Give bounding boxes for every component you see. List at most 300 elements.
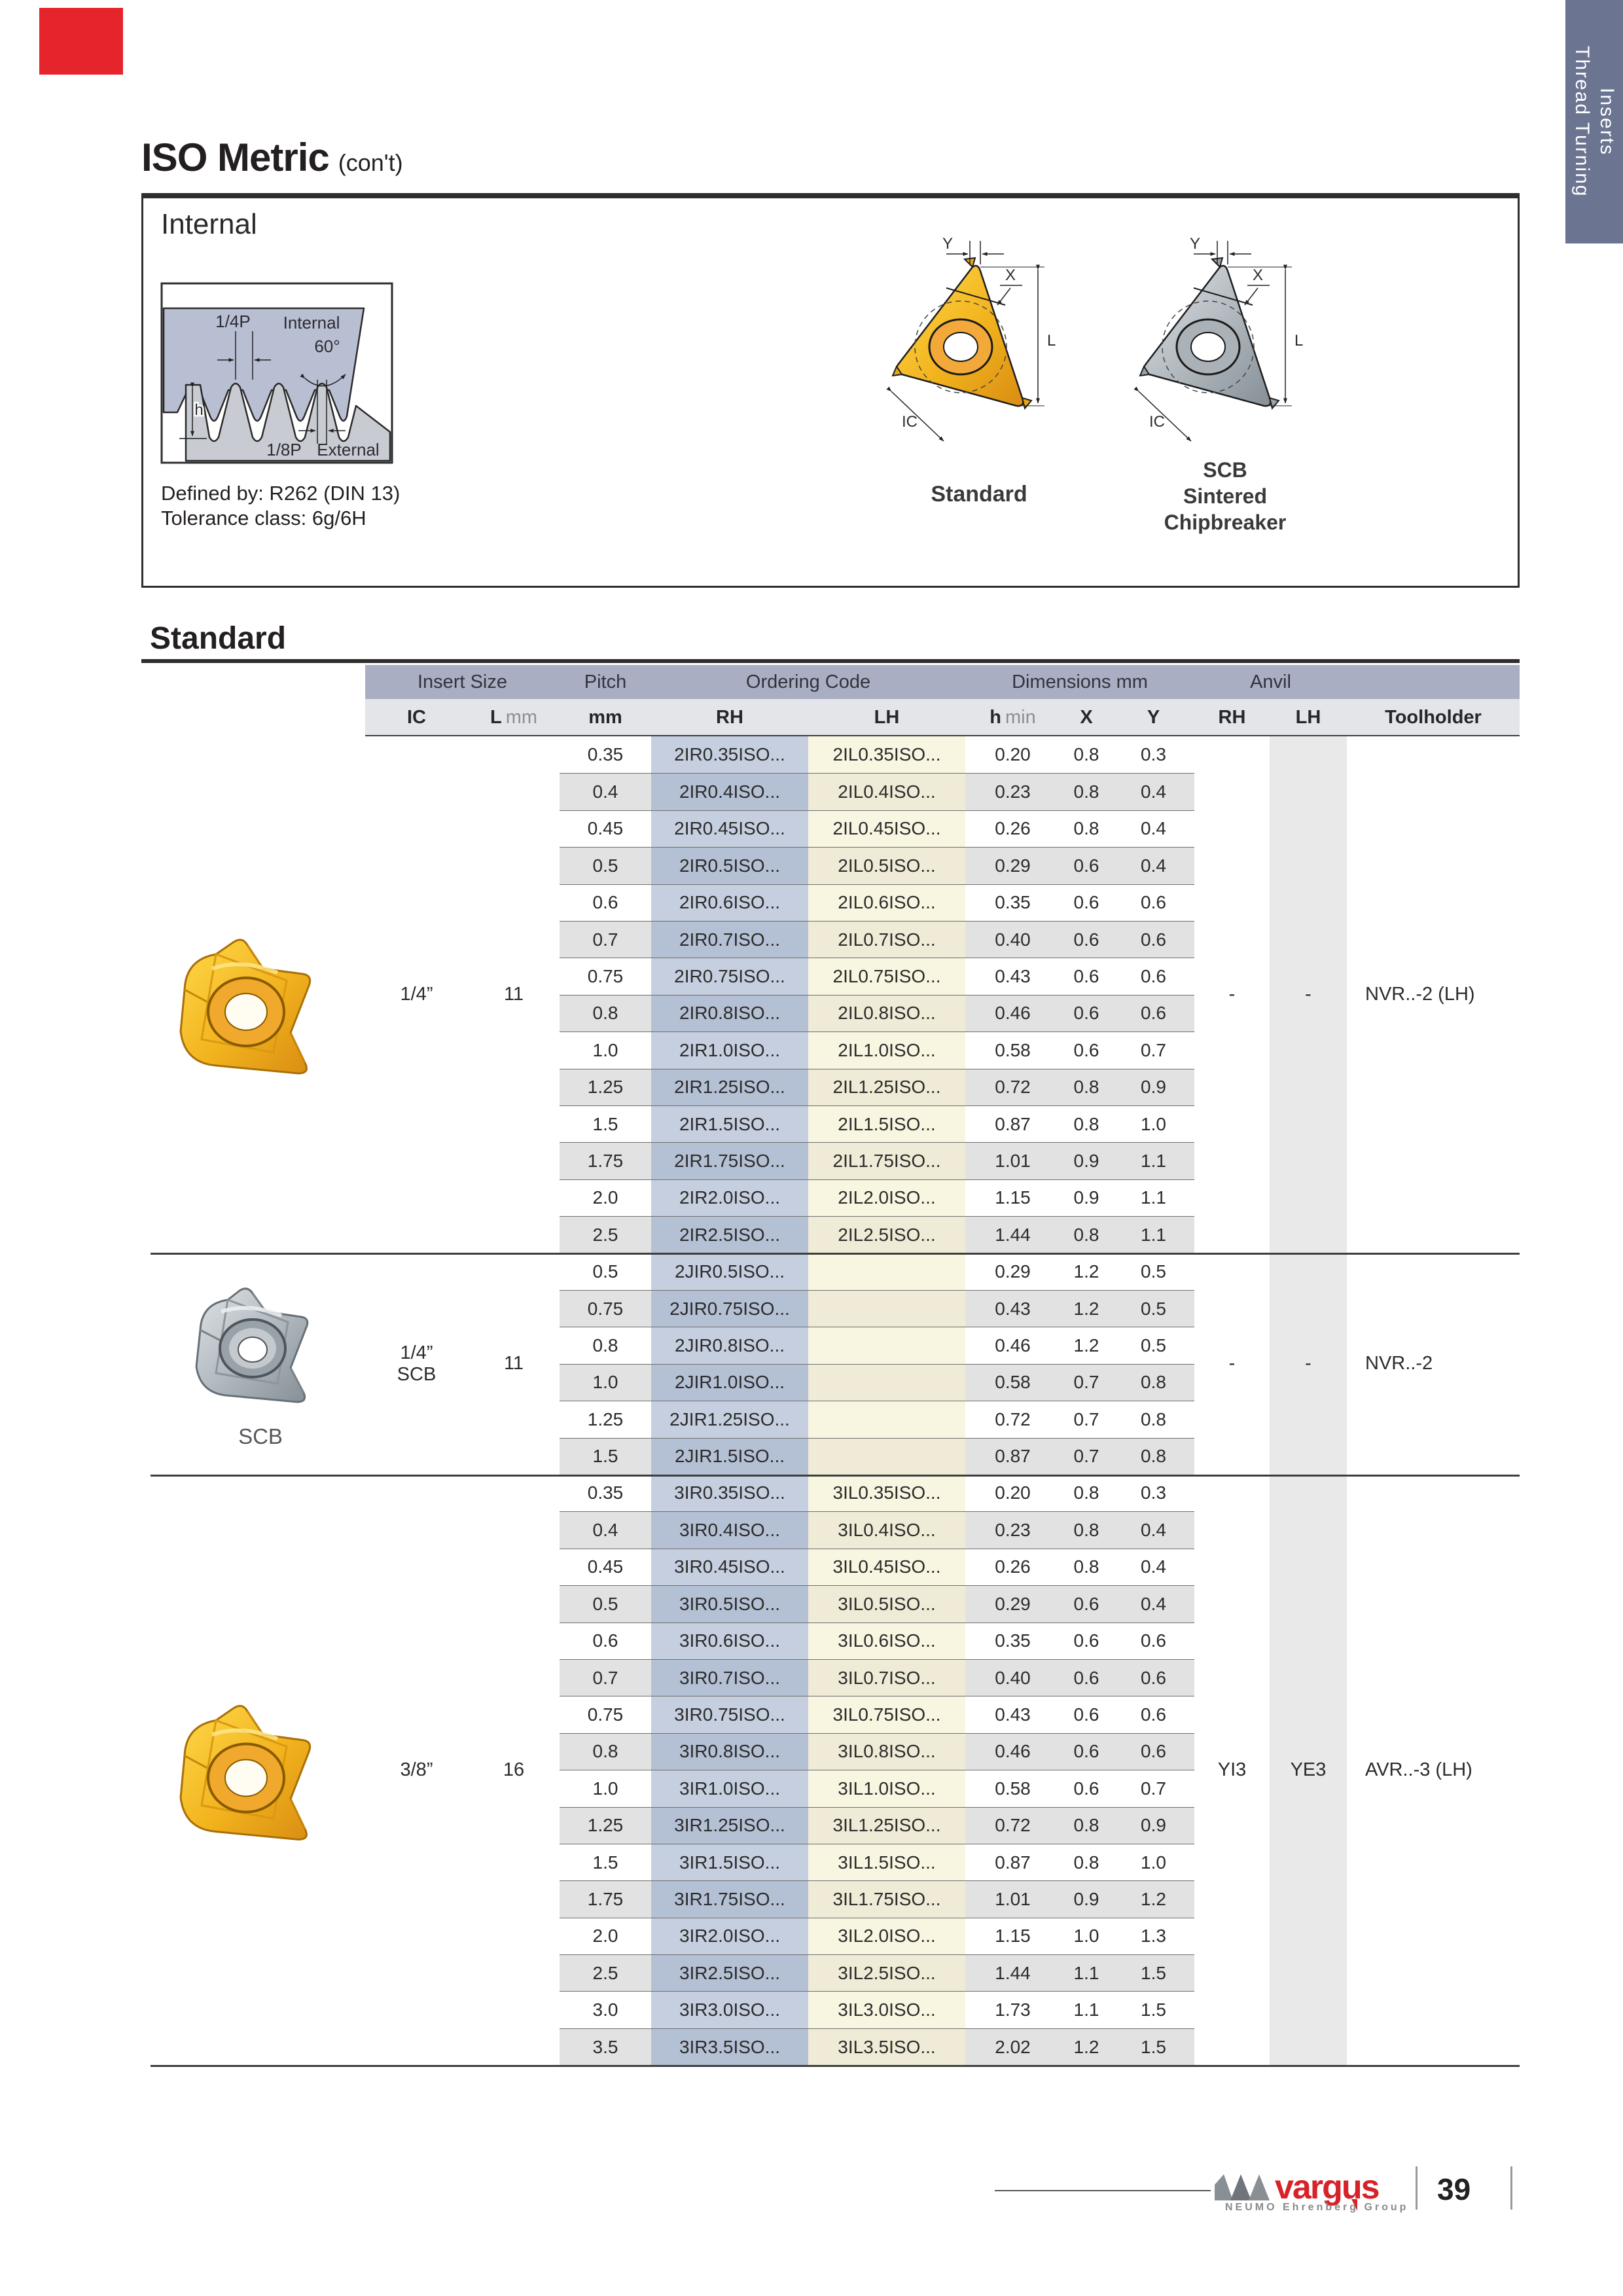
y-cell: 0.6	[1113, 958, 1194, 994]
x-cell: 1.2	[1060, 1253, 1113, 1290]
anvil-rh-cell: -	[1228, 1353, 1236, 1374]
dim-label-ic: IC	[1149, 413, 1165, 431]
scb-caption-line2: Sintered	[1183, 484, 1268, 508]
h-min-cell: 0.26	[965, 811, 1060, 847]
y-cell: 1.5	[1113, 2029, 1194, 2065]
toolholder-cell: NVR..-2	[1365, 1353, 1433, 1374]
header-anvil-lh: LH	[1295, 706, 1321, 728]
side-tab-thread-turning-inserts[interactable]	[1565, 0, 1623, 243]
y-cell: 0.5	[1113, 1253, 1194, 1290]
table-row	[560, 1142, 1194, 1179]
x-cell: 1.1	[1060, 1955, 1113, 1991]
table-row	[560, 1105, 1194, 1142]
ordering-code-lh-cell: 3IL1.75ISO...	[808, 1881, 965, 1917]
x-cell: 0.6	[1060, 848, 1113, 884]
y-cell: 0.7	[1113, 1032, 1194, 1068]
table-row	[560, 958, 1194, 994]
page-title-suffix: (con't)	[338, 149, 403, 176]
x-cell: 0.6	[1060, 958, 1113, 994]
pitch-cell: 1.25	[560, 1401, 651, 1437]
section-heading: Standard	[150, 621, 287, 656]
header-anvil-rh: RH	[1218, 706, 1246, 728]
pitch-cell: 1.0	[560, 1365, 651, 1401]
x-cell: 0.8	[1060, 1512, 1113, 1548]
ordering-code-lh-cell: 3IL1.5ISO...	[808, 1844, 965, 1880]
table-row	[560, 1438, 1194, 1475]
dim-label-y: Y	[1189, 236, 1201, 253]
h-min-cell: 0.35	[965, 885, 1060, 921]
pitch-cell: 0.45	[560, 1549, 651, 1585]
y-cell: 0.6	[1113, 996, 1194, 1031]
table-row	[560, 1549, 1194, 1585]
anvil-rh-cell: -	[1228, 984, 1236, 1005]
x-cell: 0.9	[1060, 1143, 1113, 1179]
h-min-cell: 1.01	[965, 1881, 1060, 1917]
anvil-lh-cell: YE3	[1270, 1475, 1347, 2065]
pitch-cell: 0.6	[560, 885, 651, 921]
ordering-code-lh-cell: 2IL0.7ISO...	[808, 922, 965, 958]
pitch-cell: 1.75	[560, 1881, 651, 1917]
ordering-code-lh-cell: 2IL1.0ISO...	[808, 1032, 965, 1068]
x-cell: 0.8	[1060, 1106, 1113, 1142]
ordering-code-lh-cell: 2IL0.5ISO...	[808, 848, 965, 884]
x-cell: 0.6	[1060, 1623, 1113, 1659]
h-min-cell: 1.44	[965, 1217, 1060, 1253]
ordering-code-rh-cell: 3IR1.25ISO...	[651, 1808, 808, 1844]
table-row	[560, 1327, 1194, 1363]
h-min-cell: 0.43	[965, 1696, 1060, 1732]
ordering-code-lh-cell: 3IL0.6ISO...	[808, 1623, 965, 1659]
ordering-code-lh-cell: 3IL2.5ISO...	[808, 1955, 965, 1991]
ordering-code-rh-cell: 2IR0.5ISO...	[651, 848, 808, 884]
x-cell: 1.2	[1060, 2029, 1113, 2065]
y-cell: 0.9	[1113, 1808, 1194, 1844]
tolerance-text: Tolerance class: 6g/6H	[161, 507, 366, 529]
scb-photo-label: SCB	[238, 1424, 283, 1448]
table-row	[560, 1623, 1194, 1659]
label-internal: Internal	[283, 313, 340, 332]
pitch-cell: 0.8	[560, 1327, 651, 1363]
y-cell: 1.2	[1113, 1881, 1194, 1917]
defined-by-text: Defined by: R262 (DIN 13)	[161, 482, 401, 505]
y-cell: 0.6	[1113, 1623, 1194, 1659]
ordering-code-lh-cell: 2IL1.5ISO...	[808, 1106, 965, 1142]
pitch-cell: 3.0	[560, 1992, 651, 2028]
y-cell: 0.3	[1113, 1475, 1194, 1511]
h-min-cell: 0.35	[965, 1623, 1060, 1659]
header-rh: RH	[716, 706, 743, 728]
dim-label-l: L	[1294, 332, 1304, 350]
pitch-cell: 1.5	[560, 1439, 651, 1475]
gold-insert-photo-2	[156, 1699, 352, 1856]
ordering-code-lh-cell: 2IL0.35ISO...	[808, 736, 965, 773]
pitch-cell: 2.5	[560, 1217, 651, 1253]
pitch-cell: 0.5	[560, 1586, 651, 1622]
ordering-code-rh-cell: 3IR3.0ISO...	[651, 1992, 808, 2028]
header-lh: LH	[874, 706, 900, 728]
y-cell: 0.4	[1113, 774, 1194, 810]
x-cell: 0.7	[1060, 1365, 1113, 1401]
y-cell: 0.8	[1113, 1365, 1194, 1401]
x-cell: 1.2	[1060, 1291, 1113, 1327]
dim-label-l: L	[1047, 332, 1056, 350]
ordering-code-rh-cell: 2IR0.45ISO...	[651, 811, 808, 847]
dim-label-y: Y	[942, 236, 954, 253]
x-cell: 0.7	[1060, 1439, 1113, 1475]
table-row	[560, 1844, 1194, 1880]
h-min-cell: 0.72	[965, 1808, 1060, 1844]
table-row	[560, 810, 1194, 847]
x-cell: 0.8	[1060, 736, 1113, 773]
header-x: X	[1080, 706, 1093, 728]
ordering-code-lh-cell	[808, 1327, 965, 1363]
y-cell: 0.4	[1113, 1512, 1194, 1548]
table-row	[560, 1069, 1194, 1105]
vargus-logo-subtext: NEUMO Ehrenberg Group	[1225, 2202, 1409, 2213]
page-number: 39	[1437, 2172, 1471, 2206]
footer-divider-2	[1510, 2166, 1512, 2210]
pitch-cell: 0.35	[560, 736, 651, 773]
ordering-code-rh-cell: 3IR0.4ISO...	[651, 1512, 808, 1548]
h-min-cell: 0.29	[965, 1586, 1060, 1622]
h-min-cell: 0.87	[965, 1439, 1060, 1475]
h-min-cell: 1.15	[965, 1918, 1060, 1954]
h-min-cell: 0.43	[965, 1291, 1060, 1327]
ordering-code-rh-cell: 3IR0.8ISO...	[651, 1734, 808, 1770]
ordering-code-lh-cell	[808, 1439, 965, 1475]
label-h: h	[194, 401, 204, 419]
header-y: Y	[1147, 706, 1160, 728]
table-row	[560, 1401, 1194, 1437]
x-cell: 1.2	[1060, 1327, 1113, 1363]
header-insert-size: Insert Size	[418, 671, 507, 692]
table-body	[365, 736, 1520, 2065]
h-min-cell: 0.43	[965, 958, 1060, 994]
x-cell: 0.8	[1060, 1069, 1113, 1105]
header-ordering-code: Ordering Code	[745, 671, 871, 692]
vargus-mountains-icon	[1213, 2172, 1279, 2202]
table-row	[560, 1918, 1194, 1954]
header-ic: IC	[407, 706, 426, 728]
h-min-cell: 0.40	[965, 1660, 1060, 1696]
h-min-cell: 0.20	[965, 1475, 1060, 1511]
ordering-code-rh-cell: 3IR0.7ISO...	[651, 1660, 808, 1696]
y-cell: 0.6	[1113, 885, 1194, 921]
table-row	[560, 1511, 1194, 1548]
label-external: External	[317, 440, 380, 459]
x-cell: 1.0	[1060, 1918, 1113, 1954]
side-tab-line2: Inserts	[1596, 87, 1618, 156]
ordering-code-lh-cell: 3IL0.45ISO...	[808, 1549, 965, 1585]
x-cell: 0.8	[1060, 811, 1113, 847]
y-cell: 0.4	[1113, 1549, 1194, 1585]
anvil-lh-cell: -	[1270, 736, 1347, 1253]
table-row	[560, 1770, 1194, 1806]
ordering-code-lh-cell: 2IL0.75ISO...	[808, 958, 965, 994]
pitch-cell: 2.0	[560, 1918, 651, 1954]
scb-insert-photo	[175, 1284, 342, 1418]
label-quarter-p: 1/4P	[215, 312, 251, 331]
ordering-code-lh-cell: 2IL1.75ISO...	[808, 1143, 965, 1179]
dim-label-x: X	[1005, 266, 1016, 284]
ordering-code-rh-cell: 3IR0.45ISO...	[651, 1549, 808, 1585]
pitch-cell: 0.8	[560, 1734, 651, 1770]
ordering-code-lh-cell: 2IL2.5ISO...	[808, 1217, 965, 1253]
table-top-line	[365, 735, 1520, 736]
table-row	[560, 921, 1194, 958]
h-min-cell: 0.23	[965, 774, 1060, 810]
table-row	[560, 995, 1194, 1031]
h-min-cell: 0.58	[965, 1365, 1060, 1401]
insert-size-ic-cell: 1/4” SCB	[397, 1342, 437, 1385]
toolholder-cell: AVR..-3 (LH)	[1365, 1759, 1472, 1780]
dim-label-x: X	[1252, 266, 1264, 284]
x-cell: 0.6	[1060, 1696, 1113, 1732]
x-cell: 0.6	[1060, 885, 1113, 921]
ordering-code-rh-cell: 2IR1.25ISO...	[651, 1069, 808, 1105]
y-cell: 0.6	[1113, 1660, 1194, 1696]
x-cell: 0.9	[1060, 1180, 1113, 1216]
header-h-min: h min	[990, 706, 1036, 728]
ordering-code-rh-cell: 2IR1.5ISO...	[651, 1106, 808, 1142]
y-cell: 1.1	[1113, 1143, 1194, 1179]
header-anvil: Anvil	[1250, 671, 1291, 692]
x-cell: 0.6	[1060, 1032, 1113, 1068]
x-cell: 0.6	[1060, 1734, 1113, 1770]
table-row	[560, 1659, 1194, 1696]
pitch-cell: 1.0	[560, 1770, 651, 1806]
page-title	[141, 135, 403, 180]
pitch-cell: 3.5	[560, 2029, 651, 2065]
ordering-code-rh-cell: 2IR1.75ISO...	[651, 1143, 808, 1179]
y-cell: 0.8	[1113, 1439, 1194, 1475]
y-cell: 1.1	[1113, 1217, 1194, 1253]
y-cell: 1.0	[1113, 1106, 1194, 1142]
x-cell: 0.6	[1060, 996, 1113, 1031]
pitch-cell: 0.5	[560, 848, 651, 884]
y-cell: 0.3	[1113, 736, 1194, 773]
ordering-code-lh-cell: 3IL0.5ISO...	[808, 1586, 965, 1622]
ordering-code-lh-cell: 3IL1.0ISO...	[808, 1770, 965, 1806]
ordering-code-rh-cell: 3IR0.5ISO...	[651, 1586, 808, 1622]
header-pitch: Pitch	[584, 671, 627, 692]
y-cell: 0.9	[1113, 1069, 1194, 1105]
h-min-cell: 0.29	[965, 848, 1060, 884]
pitch-rows	[560, 1475, 1194, 2065]
pitch-cell: 0.5	[560, 1253, 651, 1290]
ordering-code-lh-cell: 2IL0.6ISO...	[808, 885, 965, 921]
y-cell: 1.5	[1113, 1955, 1194, 1991]
table-row	[560, 1179, 1194, 1216]
table-row	[560, 1733, 1194, 1770]
x-cell: 0.7	[1060, 1401, 1113, 1437]
y-cell: 0.6	[1113, 1734, 1194, 1770]
pitch-rows	[560, 736, 1194, 1253]
label-eighth-p: 1/8P	[266, 440, 302, 459]
ordering-code-lh-cell: 3IL0.75ISO...	[808, 1696, 965, 1732]
y-cell: 0.5	[1113, 1291, 1194, 1327]
ordering-code-rh-cell: 2IR0.6ISO...	[651, 885, 808, 921]
ordering-code-lh-cell: 3IL3.0ISO...	[808, 1992, 965, 2028]
table-row	[560, 1585, 1194, 1622]
ordering-code-rh-cell: 3IR1.0ISO...	[651, 1770, 808, 1806]
table-row	[560, 1031, 1194, 1068]
y-cell: 0.6	[1113, 1696, 1194, 1732]
ordering-code-lh-cell: 2IL2.0ISO...	[808, 1180, 965, 1216]
table-row	[560, 1991, 1194, 2028]
ordering-code-rh-cell: 2JIR1.5ISO...	[651, 1439, 808, 1475]
ordering-code-rh-cell: 3IR2.0ISO...	[651, 1918, 808, 1954]
table-row	[560, 736, 1194, 773]
pitch-cell: 0.7	[560, 1660, 651, 1696]
h-min-cell: 0.23	[965, 1512, 1060, 1548]
x-cell: 0.6	[1060, 1586, 1113, 1622]
h-min-cell: 0.46	[965, 996, 1060, 1031]
gold-insert-photo-1	[156, 935, 352, 1088]
scb-caption-line1: SCB	[1203, 458, 1247, 482]
ordering-code-rh-cell: 3IR2.5ISO...	[651, 1955, 808, 1991]
table-header-columns	[365, 699, 1520, 736]
ordering-code-lh-cell: 3IL1.25ISO...	[808, 1808, 965, 1844]
ordering-code-lh-cell: 3IL3.5ISO...	[808, 2029, 965, 2065]
ordering-code-rh-cell: 3IR1.75ISO...	[651, 1881, 808, 1917]
x-cell: 0.6	[1060, 1770, 1113, 1806]
table-row	[560, 1880, 1194, 1917]
ordering-code-rh-cell: 3IR0.75ISO...	[651, 1696, 808, 1732]
scb-caption	[1127, 457, 1323, 535]
pitch-cell: 0.4	[560, 774, 651, 810]
x-cell: 0.8	[1060, 1475, 1113, 1511]
h-min-cell: 0.26	[965, 1549, 1060, 1585]
ordering-code-lh-cell	[808, 1291, 965, 1327]
ordering-code-rh-cell: 2JIR1.25ISO...	[651, 1401, 808, 1437]
y-cell: 0.4	[1113, 1586, 1194, 1622]
ordering-code-rh-cell: 3IR0.6ISO...	[651, 1623, 808, 1659]
h-min-cell: 0.72	[965, 1401, 1060, 1437]
ordering-code-rh-cell: 2JIR0.8ISO...	[651, 1327, 808, 1363]
ordering-code-lh-cell: 3IL2.0ISO...	[808, 1918, 965, 1954]
x-cell: 0.9	[1060, 1881, 1113, 1917]
ordering-code-rh-cell: 2IR2.5ISO...	[651, 1217, 808, 1253]
x-cell: 0.8	[1060, 1549, 1113, 1585]
ordering-code-rh-cell: 2IR0.8ISO...	[651, 996, 808, 1031]
pitch-cell: 1.25	[560, 1808, 651, 1844]
label-angle: 60°	[314, 336, 340, 356]
insert-size-ic-cell: 3/8”	[400, 1759, 433, 1780]
ordering-code-rh-cell: 2IR2.0ISO...	[651, 1180, 808, 1216]
ordering-code-lh-cell: 3IL0.4ISO...	[808, 1512, 965, 1548]
pitch-cell: 2.0	[560, 1180, 651, 1216]
pitch-cell: 0.4	[560, 1512, 651, 1548]
ordering-code-lh-cell: 2IL1.25ISO...	[808, 1069, 965, 1105]
h-min-cell: 1.01	[965, 1143, 1060, 1179]
table-row	[560, 1253, 1194, 1290]
pitch-cell: 0.75	[560, 1291, 651, 1327]
table-row	[560, 1364, 1194, 1401]
h-min-cell: 0.87	[965, 1844, 1060, 1880]
dim-label-ic: IC	[902, 413, 918, 431]
h-min-cell: 0.20	[965, 736, 1060, 773]
h-min-cell: 1.73	[965, 1992, 1060, 2028]
pitch-cell: 1.5	[560, 1844, 651, 1880]
ordering-code-rh-cell: 2JIR1.0ISO...	[651, 1365, 808, 1401]
table-group-2	[365, 1253, 1520, 1475]
pitch-cell: 2.5	[560, 1955, 651, 1991]
h-min-cell: 0.87	[965, 1106, 1060, 1142]
x-cell: 1.1	[1060, 1992, 1113, 2028]
h-min-cell: 0.40	[965, 922, 1060, 958]
section-rule	[141, 659, 1520, 663]
pitch-cell: 0.75	[560, 958, 651, 994]
y-cell: 1.0	[1113, 1844, 1194, 1880]
ordering-code-lh-cell: 3IL0.7ISO...	[808, 1660, 965, 1696]
header-toolholder: Toolholder	[1385, 706, 1482, 728]
pitch-cell: 0.6	[560, 1623, 651, 1659]
thread-profile-diagram	[160, 281, 394, 465]
header-l-mm: L mm	[490, 706, 538, 728]
h-min-cell: 1.44	[965, 1955, 1060, 1991]
toolholder-cell: NVR..-2 (LH)	[1365, 984, 1475, 1005]
standard-insert-drawing	[874, 236, 1071, 456]
ordering-code-rh-cell: 2JIR0.75ISO...	[651, 1291, 808, 1327]
scb-insert-drawing	[1122, 236, 1318, 456]
ordering-code-lh-cell: 3IL0.35ISO...	[808, 1475, 965, 1511]
ordering-code-rh-cell: 2JIR0.5ISO...	[651, 1253, 808, 1290]
table-header-groups	[365, 665, 1520, 699]
standard-caption: Standard	[931, 482, 1027, 507]
ordering-code-lh-cell	[808, 1365, 965, 1401]
ordering-code-lh-cell: 2IL0.45ISO...	[808, 811, 965, 847]
h-min-cell: 1.15	[965, 1180, 1060, 1216]
ordering-code-rh-cell: 2IR0.4ISO...	[651, 774, 808, 810]
ordering-code-rh-cell: 3IR3.5ISO...	[651, 2029, 808, 2065]
h-min-cell: 0.29	[965, 1253, 1060, 1290]
x-cell: 0.8	[1060, 1808, 1113, 1844]
insert-size-l-cell: 11	[503, 984, 524, 1005]
ordering-code-lh-cell	[808, 1253, 965, 1290]
table-row	[560, 773, 1194, 810]
vargus-logo-text: vargus	[1275, 2168, 1379, 2206]
x-cell: 0.8	[1060, 774, 1113, 810]
group-separator-2	[151, 1475, 1520, 1477]
ordering-code-rh-cell: 2IR1.0ISO...	[651, 1032, 808, 1068]
group-separator-1	[151, 1253, 1520, 1255]
pitch-cell: 0.35	[560, 1475, 651, 1511]
h-min-cell: 0.72	[965, 1069, 1060, 1105]
y-cell: 0.7	[1113, 1770, 1194, 1806]
table-row	[560, 1216, 1194, 1253]
ordering-code-rh-cell: 3IR0.35ISO...	[651, 1475, 808, 1511]
table-bottom-line	[151, 2065, 1520, 2067]
h-min-cell: 0.46	[965, 1734, 1060, 1770]
footer-rule	[995, 2190, 1211, 2191]
header-pitch-mm: mm	[588, 706, 622, 728]
table-row	[560, 1475, 1194, 1511]
y-cell: 1.1	[1113, 1180, 1194, 1216]
y-cell: 0.6	[1113, 922, 1194, 958]
insert-size-ic-cell: 1/4”	[400, 984, 433, 1005]
y-cell: 0.4	[1113, 848, 1194, 884]
table-row	[560, 847, 1194, 884]
header-dimensions: Dimensions mm	[1012, 671, 1148, 692]
h-min-cell: 2.02	[965, 2029, 1060, 2065]
ordering-code-lh-cell: 2IL0.4ISO...	[808, 774, 965, 810]
scb-caption-line3: Chipbreaker	[1164, 511, 1287, 534]
y-cell: 0.5	[1113, 1327, 1194, 1363]
pitch-cell: 0.75	[560, 1696, 651, 1732]
ordering-code-rh-cell: 2IR0.35ISO...	[651, 736, 808, 773]
x-cell: 0.8	[1060, 1217, 1113, 1253]
